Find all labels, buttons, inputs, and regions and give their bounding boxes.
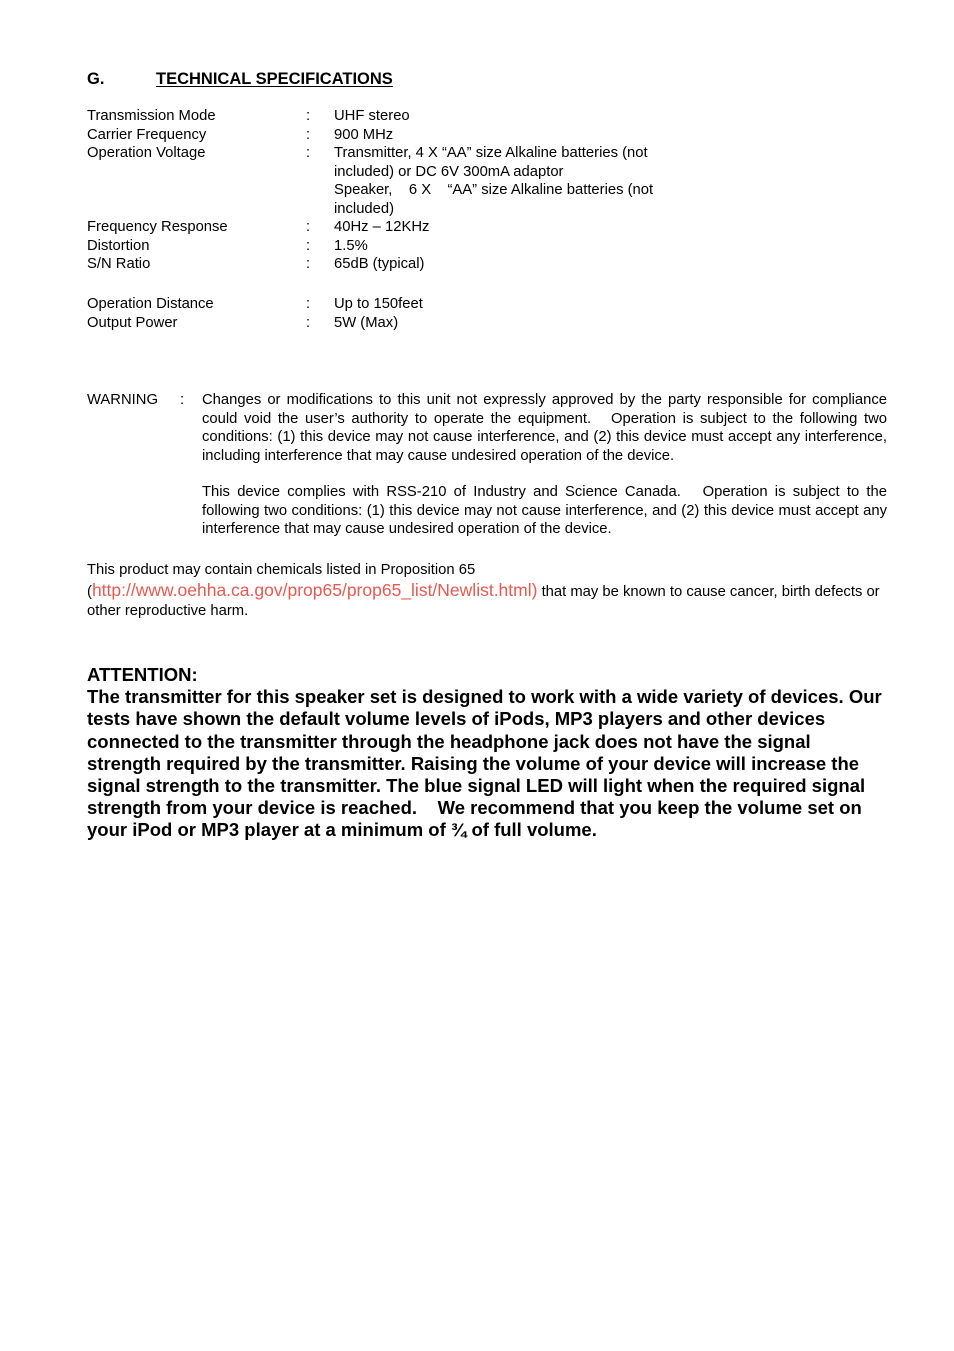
section-title: TECHNICAL SPECIFICATIONS — [156, 70, 393, 88]
spec-value-line: 40Hz – 12KHz — [334, 219, 430, 235]
spec-value-line: included) or DC 6V 300mA adaptor — [334, 163, 564, 180]
spec-colon: : — [306, 256, 311, 272]
warning-label: WARNING — [87, 392, 158, 408]
spec-colon: : — [306, 314, 311, 331]
spec-value — [334, 144, 684, 218]
warning-block — [87, 391, 892, 539]
section-letter: G. — [87, 70, 105, 88]
spec-value-line: 900 MHz — [334, 126, 394, 143]
attention-body: The transmitter for this speaker set is designed to work with a wide variety of devices. Our tests have shown the default volume levels of iPods, MP3 players and other devices connected to the transmitter through the headphone jack does not have the signal strength required by the transmitter. Raising the volume of your device will increase the signal strength to the transmitter. The blue signal LED will light when the required signal strength from your device is reached. We recommend that you keep the volume set on your iPod or MP3 player at a minimum of ¾ of full volume. — [87, 686, 882, 841]
spec-value — [334, 295, 684, 314]
spec-row — [87, 255, 707, 274]
spec-spacer — [87, 274, 707, 296]
spec-value — [334, 107, 684, 126]
section-heading — [87, 69, 393, 89]
spec-label: Transmission Mode — [87, 108, 216, 124]
spec-value-line: 1.5% — [334, 237, 368, 254]
spec-value-line: included) — [334, 200, 395, 217]
prop65-list-link[interactable]: http://www.oehha.ca.gov/prop65/prop65_list/Newlist.html) — [91, 579, 538, 600]
warning-body — [202, 391, 887, 539]
specifications-list — [87, 107, 707, 332]
spec-value-line: 65dB (typical) — [334, 256, 425, 272]
spec-colon: : — [306, 219, 311, 235]
spec-label: Frequency Response — [87, 219, 228, 235]
spec-colon: : — [306, 237, 311, 254]
prop65-rest: that may be known to cause cancer, birth defects or other reproductive harm. — [87, 583, 880, 619]
spec-row — [87, 107, 707, 126]
spec-value-line: 5W (Max) — [334, 314, 399, 331]
spec-label: Distortion — [87, 237, 150, 254]
warning-colon: : — [180, 392, 185, 408]
prop65-body — [87, 581, 887, 622]
spec-row — [87, 237, 707, 256]
spec-value — [334, 255, 684, 274]
attention-notice — [87, 664, 887, 842]
spec-value — [334, 126, 684, 145]
spec-value-line: Transmitter, 4 X “AA” size Alkaline batteries (not — [334, 145, 648, 161]
spec-colon: : — [306, 296, 311, 312]
spec-value-line: Speaker, 6 X “AA” size Alkaline batteries (not — [334, 182, 654, 198]
spec-row — [87, 126, 707, 145]
spec-value — [334, 314, 684, 333]
spec-label: Carrier Frequency — [87, 126, 207, 143]
spec-row — [87, 144, 707, 218]
spec-colon: : — [306, 145, 311, 161]
spec-label: S/N Ratio — [87, 256, 151, 272]
spec-value — [334, 237, 684, 256]
spec-value — [334, 218, 684, 237]
spec-row — [87, 314, 707, 333]
spec-label: Operation Voltage — [87, 145, 206, 161]
spec-row — [87, 218, 707, 237]
spec-row — [87, 295, 707, 314]
warning-paragraph-fcc: Changes or modifications to this unit not expressly approved by the party responsible for compliance could void the user’s authority to operate the equipment. Operation is subject to the following two conditions: (1) this device may not cause interference, and (2) this device must accept any interference, including interference that may cause undesired operation of the device. — [202, 392, 887, 464]
spec-label: Operation Distance — [87, 296, 214, 312]
attention-heading: ATTENTION: — [87, 664, 198, 685]
prop65-open-paren: ( — [87, 583, 92, 600]
prop65-notice — [87, 561, 887, 622]
spec-colon: : — [306, 108, 311, 124]
spec-colon: : — [306, 126, 311, 143]
spec-value-line: UHF stereo — [334, 108, 410, 124]
spec-label: Output Power — [87, 314, 178, 331]
prop65-intro: This product may contain chemicals listed in Proposition 65 — [87, 562, 476, 578]
warning-paragraph-canada: This device complies with RSS-210 of Industry and Science Canada. Operation is subject to the following two conditions: (1) this device may not cause interference, and (2) this device must accept any interference that may cause undesired operation of the device. — [202, 484, 887, 537]
spec-value-line: Up to 150feet — [334, 296, 423, 312]
